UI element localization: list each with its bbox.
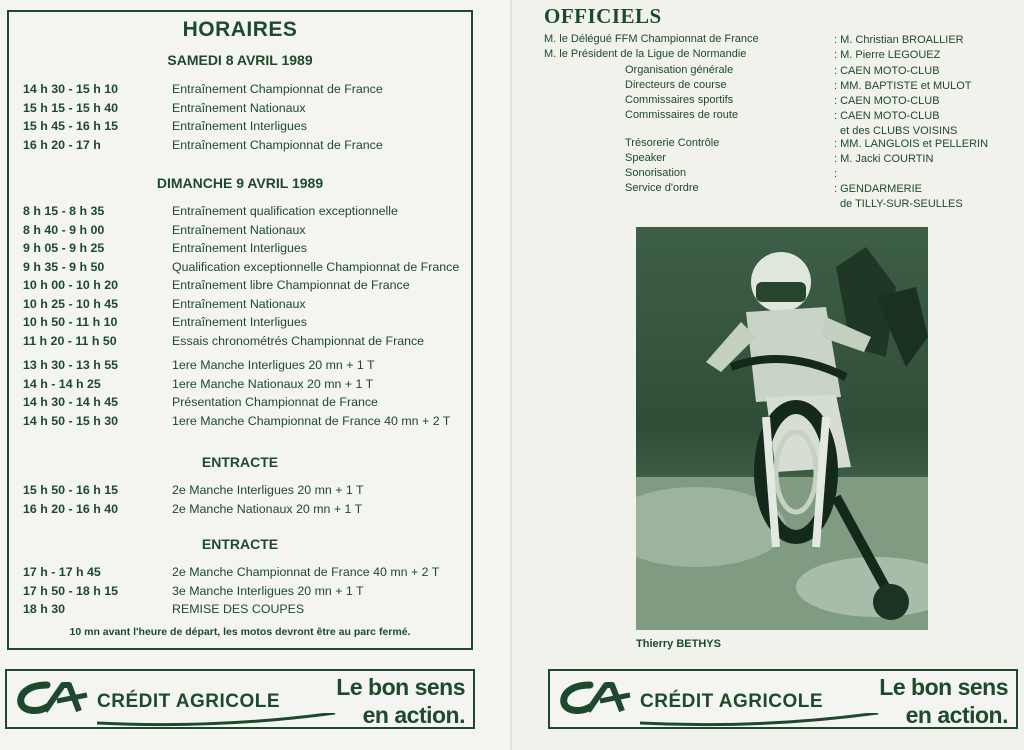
official-value-line: : M. Pierre LEGOUEZ: [834, 49, 941, 61]
official-value-line: : CAEN MOTO-CLUB: [834, 110, 940, 122]
official-role: M. le Président de la Ligue de Normandie: [544, 48, 747, 60]
official-row: [512, 137, 1024, 152]
schedule-event: 1ere Manche Nationaux 20 mn + 1 T: [172, 376, 374, 391]
schedule-time: 16 h 20 - 17 h: [23, 137, 101, 152]
motocross-rider-image: [636, 227, 928, 630]
schedule-event: Entraînement Interligues: [172, 119, 307, 133]
schedule-time: 8 h 15 - 8 h 35: [23, 204, 105, 218]
schedule-row: [9, 82, 471, 100]
schedule-row: [9, 395, 471, 413]
entracte-heading-2: ENTRACTE: [201, 536, 279, 552]
official-value-line: : M. Christian BROALLIER: [834, 34, 964, 46]
official-value-line-2: de TILLY-SUR-SEULLES: [840, 198, 963, 210]
official-role: Trésorerie Contrôle: [625, 137, 720, 149]
schedule-event: Entraînement Nationaux: [172, 296, 306, 311]
schedule-row: [9, 241, 471, 259]
schedule-row: [9, 565, 471, 583]
schedule-event: Qualification exceptionnelle Championnat de France: [172, 259, 460, 274]
schedule-time: 10 h 25 - 10 h 45: [23, 296, 119, 311]
officials-title: OFFICIELS: [544, 4, 662, 28]
official-value-line: : CAEN MOTO-CLUB: [834, 65, 940, 77]
credit-agricole-banner: [5, 669, 475, 729]
schedule-time: 18 h 30: [23, 602, 66, 616]
schedule-event: Entraînement Championnat de France: [172, 82, 383, 96]
schedule-event: 3e Manche Interligues 20 mn + 1 T: [172, 583, 364, 598]
schedule-row: [9, 297, 471, 315]
schedule-time: 9 h 35 - 9 h 50: [23, 259, 105, 274]
official-value-line: : M. Jacki COURTIN: [834, 153, 934, 165]
official-row: [512, 48, 1024, 63]
schedule-time: 10 h 50 - 11 h 10: [23, 315, 118, 329]
schedule-row: [9, 602, 471, 620]
schedule-row: [9, 334, 471, 352]
schedule-event: Entraînement Interligues: [172, 241, 307, 255]
official-role: Directeurs de course: [625, 79, 727, 91]
schedule-time: 14 h 50 - 15 h 30: [23, 413, 119, 428]
official-value-line: : GENDARMERIE: [834, 183, 923, 195]
schedule-row: [9, 101, 471, 119]
schedule-row: [9, 315, 471, 333]
official-role: Organisation générale: [625, 64, 734, 76]
schedule-row: [9, 204, 471, 222]
schedule-event: Présentation Championnat de France: [172, 395, 378, 409]
slogan-line-2: en action.: [905, 702, 1008, 728]
official-row: [512, 94, 1024, 109]
schedule-time: 17 h 50 - 18 h 15: [23, 583, 119, 598]
schedule-event: Entraînement libre Championnat de France: [172, 278, 410, 292]
official-value: [834, 33, 1019, 48]
official-row: [512, 152, 1024, 167]
official-value: [834, 167, 1019, 182]
schedule-time: 15 h 50 - 16 h 15: [23, 483, 119, 497]
schedule-event: Entraînement Interligues: [172, 315, 307, 329]
schedule-event: 1ere Manche Championnat de France 40 mn + 2 T: [172, 413, 451, 428]
schedule-row: [9, 119, 471, 137]
official-value: [834, 94, 1019, 109]
brand-name: CRÉDIT AGRICOLE: [97, 691, 281, 712]
official-value-line: : MM. LANGLOIS et PELLERIN: [834, 138, 989, 150]
slogan: [336, 673, 465, 729]
schedule-time: 10 h 00 - 10 h 20: [23, 278, 119, 292]
slogan-line-2: en action.: [362, 702, 465, 728]
official-value: [834, 64, 1019, 79]
schedule-time: 16 h 20 - 16 h 40: [23, 501, 119, 516]
official-role: Commissaires de route: [625, 109, 739, 121]
schedule-event: 2e Manche Championnat de France 40 mn + 2 T: [172, 565, 440, 579]
schedule-event: Essais chronométrés Championnat de France: [172, 333, 425, 348]
schedule-time: 11 h 20 - 11 h 50: [23, 333, 117, 348]
official-role: Service d'ordre: [625, 182, 699, 194]
schedule-event: 1ere Manche Interligues 20 mn + 1 T: [172, 358, 375, 372]
official-value: [834, 152, 1019, 167]
swoosh-decoration: [97, 713, 337, 727]
schedule-time: 9 h 05 - 9 h 25: [23, 241, 105, 255]
official-value-line: :: [834, 168, 838, 180]
schedule-row: [9, 483, 471, 501]
official-role: Speaker: [625, 152, 666, 164]
official-value-line: : CAEN MOTO-CLUB: [834, 95, 940, 107]
official-row: [512, 79, 1024, 94]
official-value-line: : MM. BAPTISTE et MULOT: [834, 80, 972, 92]
entracte-heading-1: ENTRACTE: [201, 454, 279, 470]
official-row: [512, 109, 1024, 137]
schedule-row: [9, 260, 471, 278]
official-row: [512, 182, 1024, 210]
credit-agricole-logo-icon: [17, 681, 89, 717]
slogan-line-1: Le bon sens: [336, 674, 465, 700]
official-row: [512, 64, 1024, 79]
schedule-row: [9, 223, 471, 241]
right-page: [512, 0, 1024, 750]
schedule-time: 14 h - 14 h 25: [23, 376, 101, 391]
schedule-time: 15 h 15 - 15 h 40: [23, 100, 119, 115]
schedule-time: 14 h 30 - 15 h 10: [23, 82, 119, 96]
schedule-row: [9, 138, 471, 156]
schedule-time: 15 h 45 - 16 h 15: [23, 119, 119, 133]
slogan: [879, 673, 1008, 729]
official-value: [834, 182, 1019, 212]
official-row: [512, 33, 1024, 48]
schedule-event: Entraînement Championnat de France: [172, 137, 383, 152]
official-value: [834, 79, 1019, 94]
credit-agricole-logo-icon: [560, 681, 632, 717]
official-role: M. le Délégué FFM Championnat de France: [544, 33, 759, 45]
official-value: [834, 109, 1019, 139]
swoosh-decoration: [640, 713, 880, 727]
schedule-note: 10 mn avant l'heure de départ, les motos devront être au parc fermé.: [69, 626, 411, 638]
rider-photo: [636, 227, 928, 630]
schedule-row: [9, 502, 471, 520]
brand-name: CRÉDIT AGRICOLE: [640, 691, 824, 712]
schedule-box: [7, 10, 473, 650]
schedule-row: [9, 414, 471, 432]
schedule-time: 8 h 40 - 9 h 00: [23, 222, 105, 237]
schedule-event: Entraînement Nationaux: [172, 100, 306, 115]
schedule-row: [9, 358, 471, 376]
official-value: [834, 48, 1019, 63]
official-row: [512, 167, 1024, 182]
schedule-row: [9, 278, 471, 296]
schedule-time: 17 h - 17 h 45: [23, 565, 101, 579]
schedule-time: 14 h 30 - 14 h 45: [23, 395, 119, 409]
day2-heading: DIMANCHE 9 AVRIL 1989: [156, 175, 324, 191]
official-role: Sonorisation: [625, 167, 687, 179]
schedule-event: 2e Manche Nationaux 20 mn + 1 T: [172, 501, 363, 516]
day1-heading: SAMEDI 8 AVRIL 1989: [167, 52, 313, 68]
schedule-row: [9, 584, 471, 602]
credit-agricole-banner-right: [548, 669, 1018, 729]
slogan-line-1: Le bon sens: [879, 674, 1008, 700]
schedule-event: 2e Manche Interligues 20 mn + 1 T: [172, 483, 364, 497]
official-value-line-2: et des CLUBS VOISINS: [840, 125, 958, 137]
schedule-row: [9, 377, 471, 395]
schedule-event: Entraînement qualification exceptionnelle: [172, 204, 398, 218]
schedule-event: REMISE DES COUPES: [172, 602, 305, 616]
schedule-title: HORAIRES: [182, 18, 298, 41]
official-value: [834, 137, 1019, 152]
photo-caption: Thierry BETHYS: [636, 638, 721, 650]
official-role: Commissaires sportifs: [625, 94, 734, 106]
schedule-event: Entraînement Nationaux: [172, 222, 306, 237]
schedule-time: 13 h 30 - 13 h 55: [23, 358, 119, 372]
